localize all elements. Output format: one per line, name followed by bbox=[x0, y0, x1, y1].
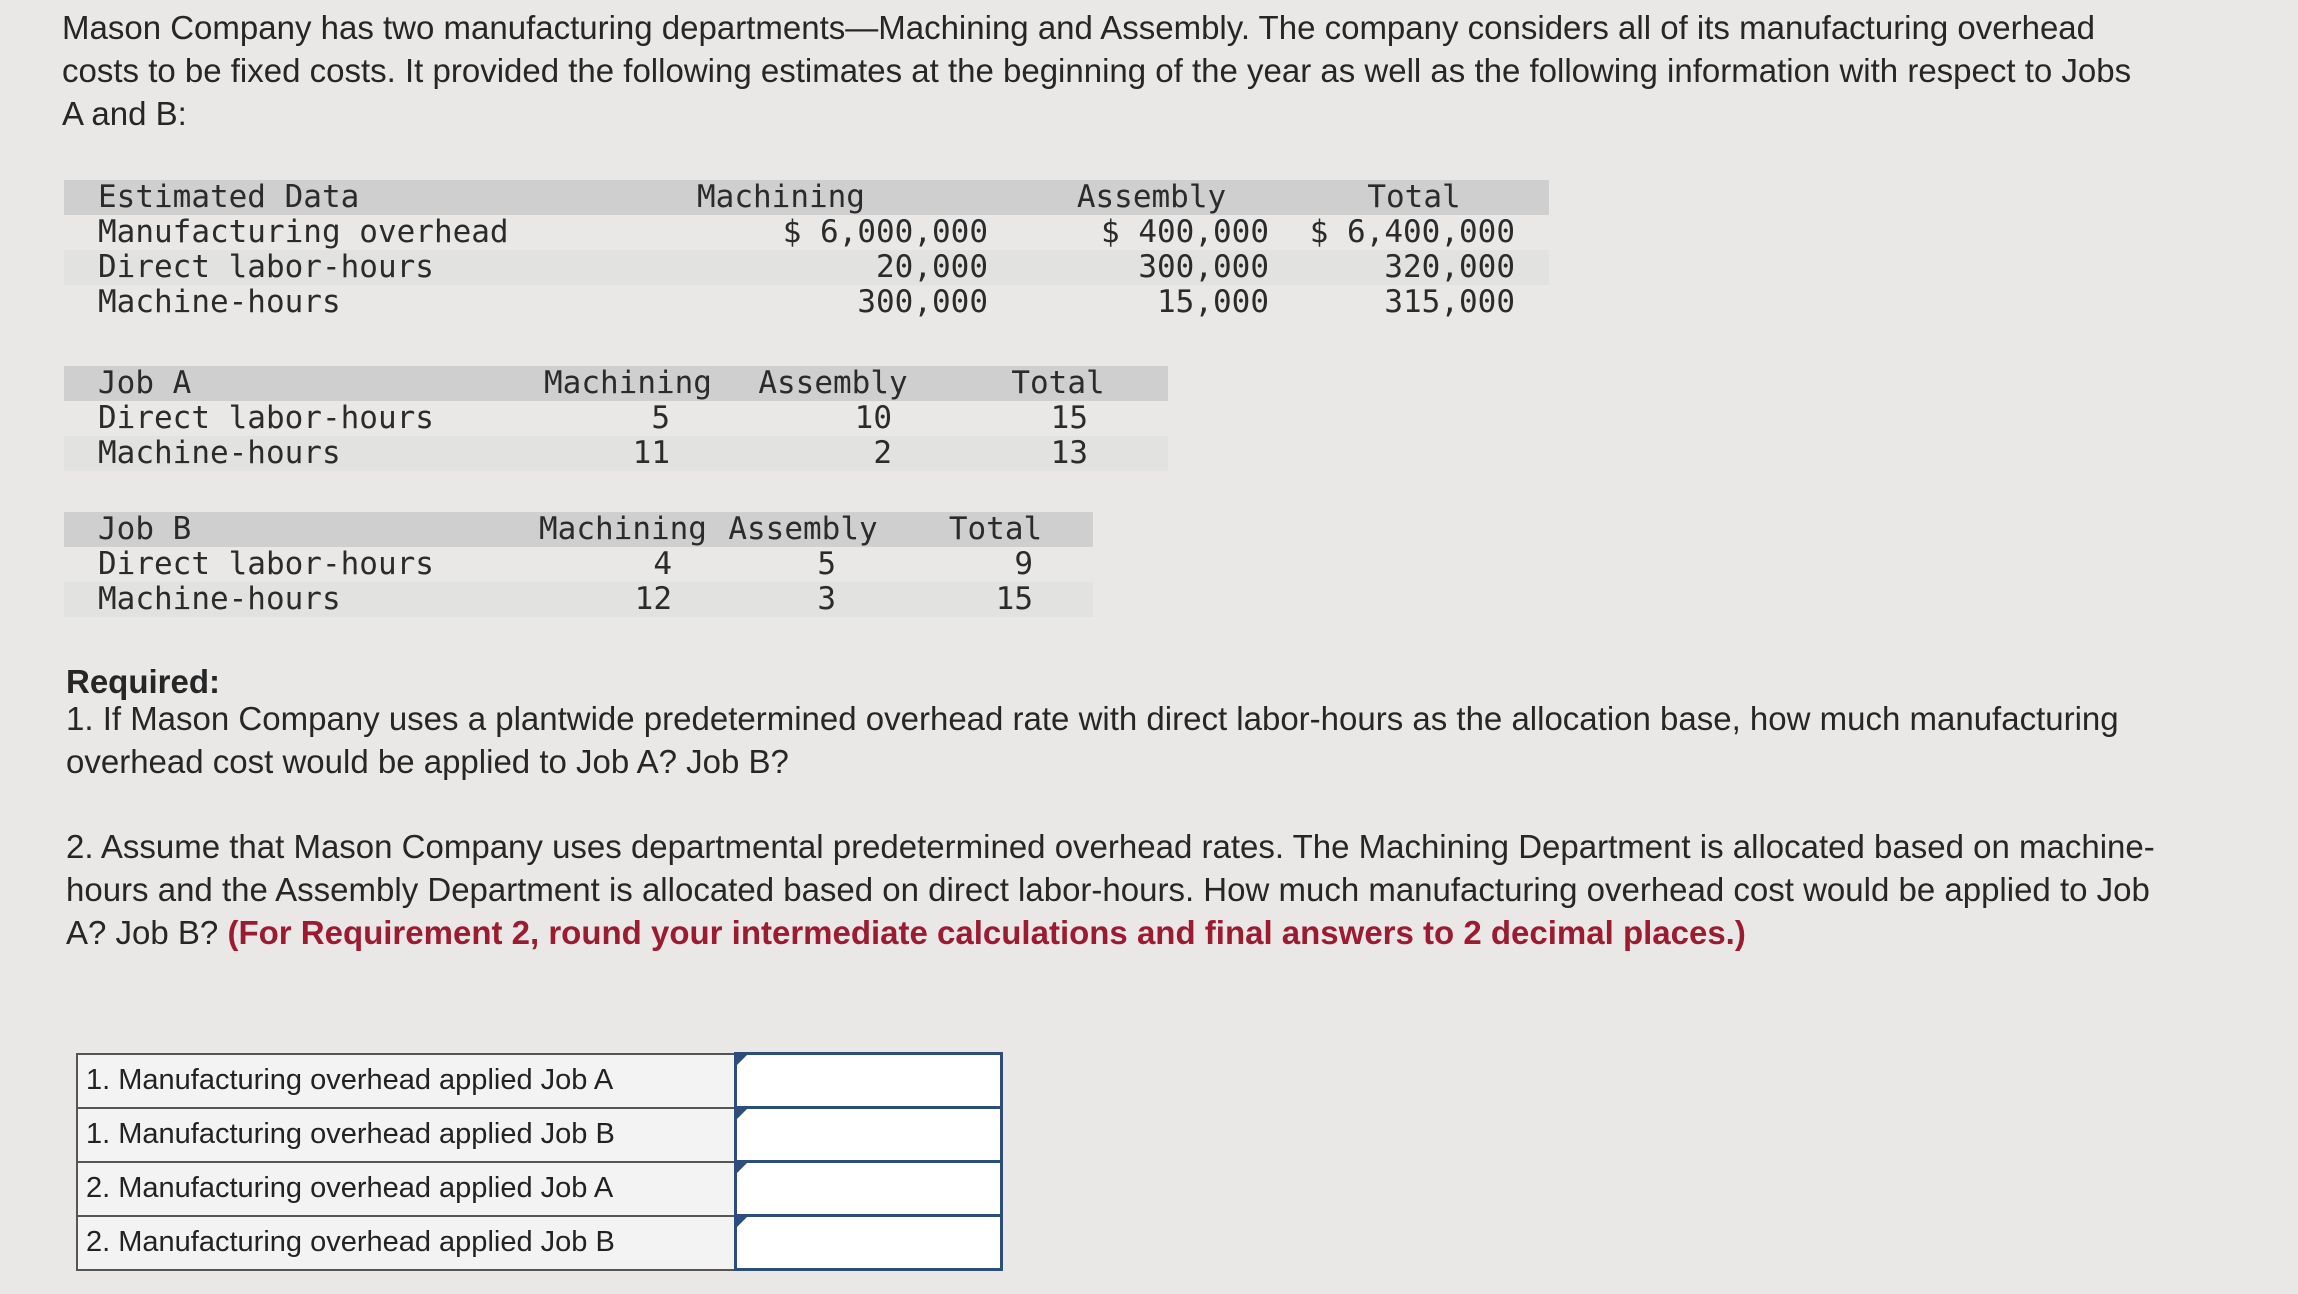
cell-value: 15,000 bbox=[1157, 284, 1269, 320]
intro-paragraph: Mason Company has two manufacturing departments—Machining and Assembly. The company considers all of its manufacturing overhead costs to be fixed costs. It provided the following estimates at the beginning of the year as well as the following information with respect to Jobs A and B: bbox=[62, 9, 2132, 132]
cell-marker-icon bbox=[737, 1163, 747, 1173]
col-header-total: Total bbox=[898, 512, 1093, 547]
answer-cell[interactable] bbox=[736, 1054, 1002, 1108]
row-label-direct-labor-hours: Direct labor-hours bbox=[64, 250, 538, 285]
answer-row bbox=[77, 1108, 1002, 1162]
col-header-total: Total bbox=[1279, 180, 1549, 215]
cell-marker-icon bbox=[737, 1109, 747, 1119]
cell-value: 20,000 bbox=[538, 250, 1024, 285]
answer-label: 1. Manufacturing overhead applied Job B bbox=[77, 1108, 736, 1162]
cell-marker-icon bbox=[737, 1217, 747, 1227]
cell-value: 4 bbox=[653, 546, 672, 582]
cell-value: 315,000 bbox=[1384, 284, 1515, 320]
answer-input-2-job-b[interactable] bbox=[737, 1217, 1000, 1268]
cell-value: 320,000 bbox=[1279, 250, 1549, 285]
col-header-machining: Machining bbox=[538, 366, 718, 401]
cell-value: $ 6,000,000 bbox=[782, 214, 988, 250]
cell-value: $ 400,000 bbox=[1101, 214, 1269, 250]
cell-value: 5 bbox=[651, 400, 670, 436]
required-heading: Required: bbox=[66, 663, 221, 700]
row-label-manufacturing-overhead: Manufacturing overhead bbox=[98, 214, 509, 250]
job-b-table bbox=[64, 512, 1093, 617]
col-header-assembly: Assembly bbox=[718, 366, 948, 401]
answer-row bbox=[77, 1216, 1002, 1270]
answer-table bbox=[76, 1052, 1003, 1271]
col-header-total: Total bbox=[948, 366, 1168, 401]
cell-value: 2 bbox=[718, 436, 948, 471]
cell-value: 300,000 bbox=[1024, 250, 1279, 285]
job-a-table bbox=[64, 366, 1168, 471]
cell-value: 5 bbox=[817, 546, 836, 582]
row-label-machine-hours: Machine-hours bbox=[98, 284, 341, 320]
answer-input-1-job-b[interactable] bbox=[737, 1109, 1000, 1160]
answer-row bbox=[77, 1054, 1002, 1108]
cell-value: 12 bbox=[538, 582, 708, 617]
answer-label: 1. Manufacturing overhead applied Job A bbox=[77, 1054, 736, 1108]
cell-value: 11 bbox=[538, 436, 718, 471]
job-b-title: Job B bbox=[64, 512, 538, 547]
col-header-machining: Machining bbox=[538, 180, 1024, 215]
col-header-assembly: Assembly bbox=[708, 512, 898, 547]
cell-value: 9 bbox=[1014, 546, 1033, 582]
answer-label: 2. Manufacturing overhead applied Job B bbox=[77, 1216, 736, 1270]
answer-cell[interactable] bbox=[736, 1162, 1002, 1216]
answer-cell[interactable] bbox=[736, 1108, 1002, 1162]
answer-label: 2. Manufacturing overhead applied Job A bbox=[77, 1162, 736, 1216]
answer-row bbox=[77, 1162, 1002, 1216]
cell-marker-icon bbox=[737, 1055, 747, 1065]
cell-value: 300,000 bbox=[857, 284, 988, 320]
cell-value: 13 bbox=[948, 436, 1168, 471]
cell-value: 10 bbox=[854, 400, 892, 436]
row-label-direct-labor-hours: Direct labor-hours bbox=[98, 546, 434, 582]
estimated-data-table bbox=[64, 180, 1549, 320]
row-label-machine-hours: Machine-hours bbox=[64, 436, 538, 471]
requirement-2-text: 2. Assume that Mason Company uses departmental predetermined overhead rates. The Machining Department is allocated based on machine-hours and the Assembly Department is allocated based on direct labor-hours. How much manufacturing overhead cost would be applied to Job A? Job B? bbox=[66, 828, 2155, 951]
cell-value: $ 6,400,000 bbox=[1309, 214, 1515, 250]
col-header-assembly: Assembly bbox=[1024, 180, 1279, 215]
answer-input-2-job-a[interactable] bbox=[737, 1163, 1000, 1214]
col-header-machining: Machining bbox=[539, 511, 707, 547]
row-label-machine-hours: Machine-hours bbox=[64, 582, 538, 617]
cell-value: 3 bbox=[708, 582, 898, 617]
estimated-data-title: Estimated Data bbox=[64, 180, 538, 215]
requirement-2-rounding-note: (For Requirement 2, round your intermediate calculations and final answers to 2 decimal places.) bbox=[227, 914, 1746, 951]
answer-input-1-job-a[interactable] bbox=[737, 1055, 1000, 1106]
cell-value: 15 bbox=[1050, 400, 1088, 436]
requirement-1: 1. If Mason Company uses a plantwide predetermined overhead rate with direct labor-hours as the allocation base, how much manufacturing overhead cost would be applied to Job A? Job B? bbox=[66, 700, 2119, 780]
job-a-title: Job A bbox=[64, 366, 538, 401]
answer-cell[interactable] bbox=[736, 1216, 1002, 1270]
cell-value: 15 bbox=[898, 582, 1093, 617]
row-label-direct-labor-hours: Direct labor-hours bbox=[98, 400, 434, 436]
requirement-2 bbox=[66, 825, 2176, 954]
